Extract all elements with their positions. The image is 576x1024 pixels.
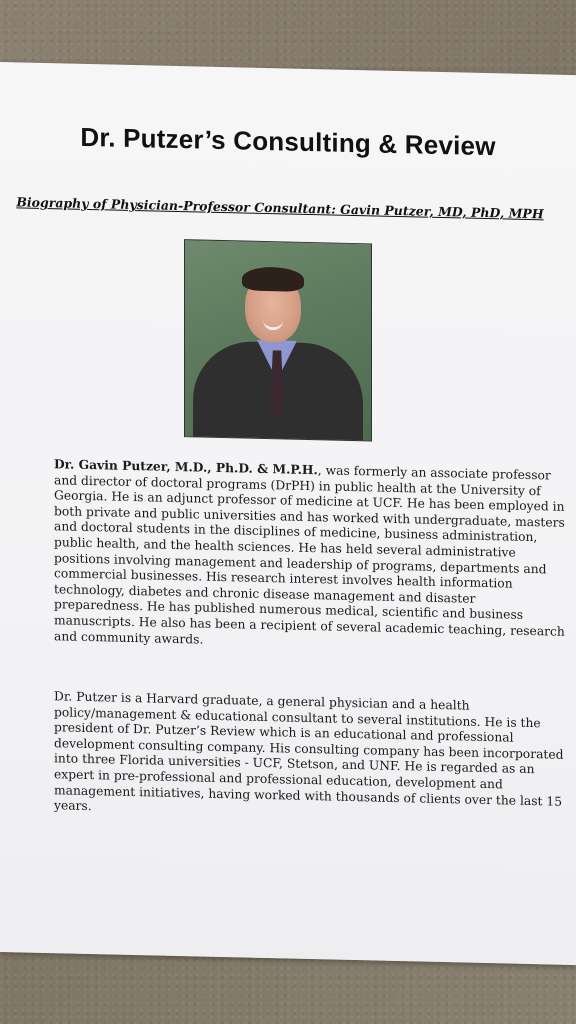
bio-paragraph-1 (16, 455, 566, 656)
document-title: Dr. Putzer’s Consulting & Review (80, 121, 496, 162)
portrait-photo (184, 239, 372, 441)
document-subtitle: Biography of Physician-Professor Consultant: Gavin Putzer, MD, PhD, MPH (16, 194, 544, 222)
bio-paragraph-2: Dr. Putzer is a Harvard graduate, a general physician and a health policy/management & educational consultant to several institutions. He is the president of Dr. Putzer’s Review which is an educational and professional development consulting company. His consulting company has been incorporated into three Florida universities - UCF, Stetson, and UNF. He is regarded as an expert in pre-professional and professional education, development and management initiatives, having worked with thousands of clients over the last 15 years. (54, 689, 564, 814)
bio-name-lead: Dr. Gavin Putzer, M.D., Ph.D. & M.P.H. (54, 456, 318, 478)
paper-sheet (0, 62, 576, 965)
photo-hair (242, 266, 304, 291)
bio-paragraph-1-text: , was formerly an associate professor and director of doctoral programs (DrPH) in public health at the University of Georgia. He is an adjunct professor of medicine at UCF. He has been employed in both private and public universities and has worked with undergraduate, masters and doctoral students in the disciplines of medicine, business administration, public health, and the health sciences. He has held several administrative positions involving management and leadership of programs, departments and commercial businesses. His research interest involves health information technology, diabetes and chronic disease management and disaster preparedness. He has published numerous medical, scientific and business manuscripts. He also has been a recipient of several academic teaching, research and community awards. (54, 463, 565, 647)
